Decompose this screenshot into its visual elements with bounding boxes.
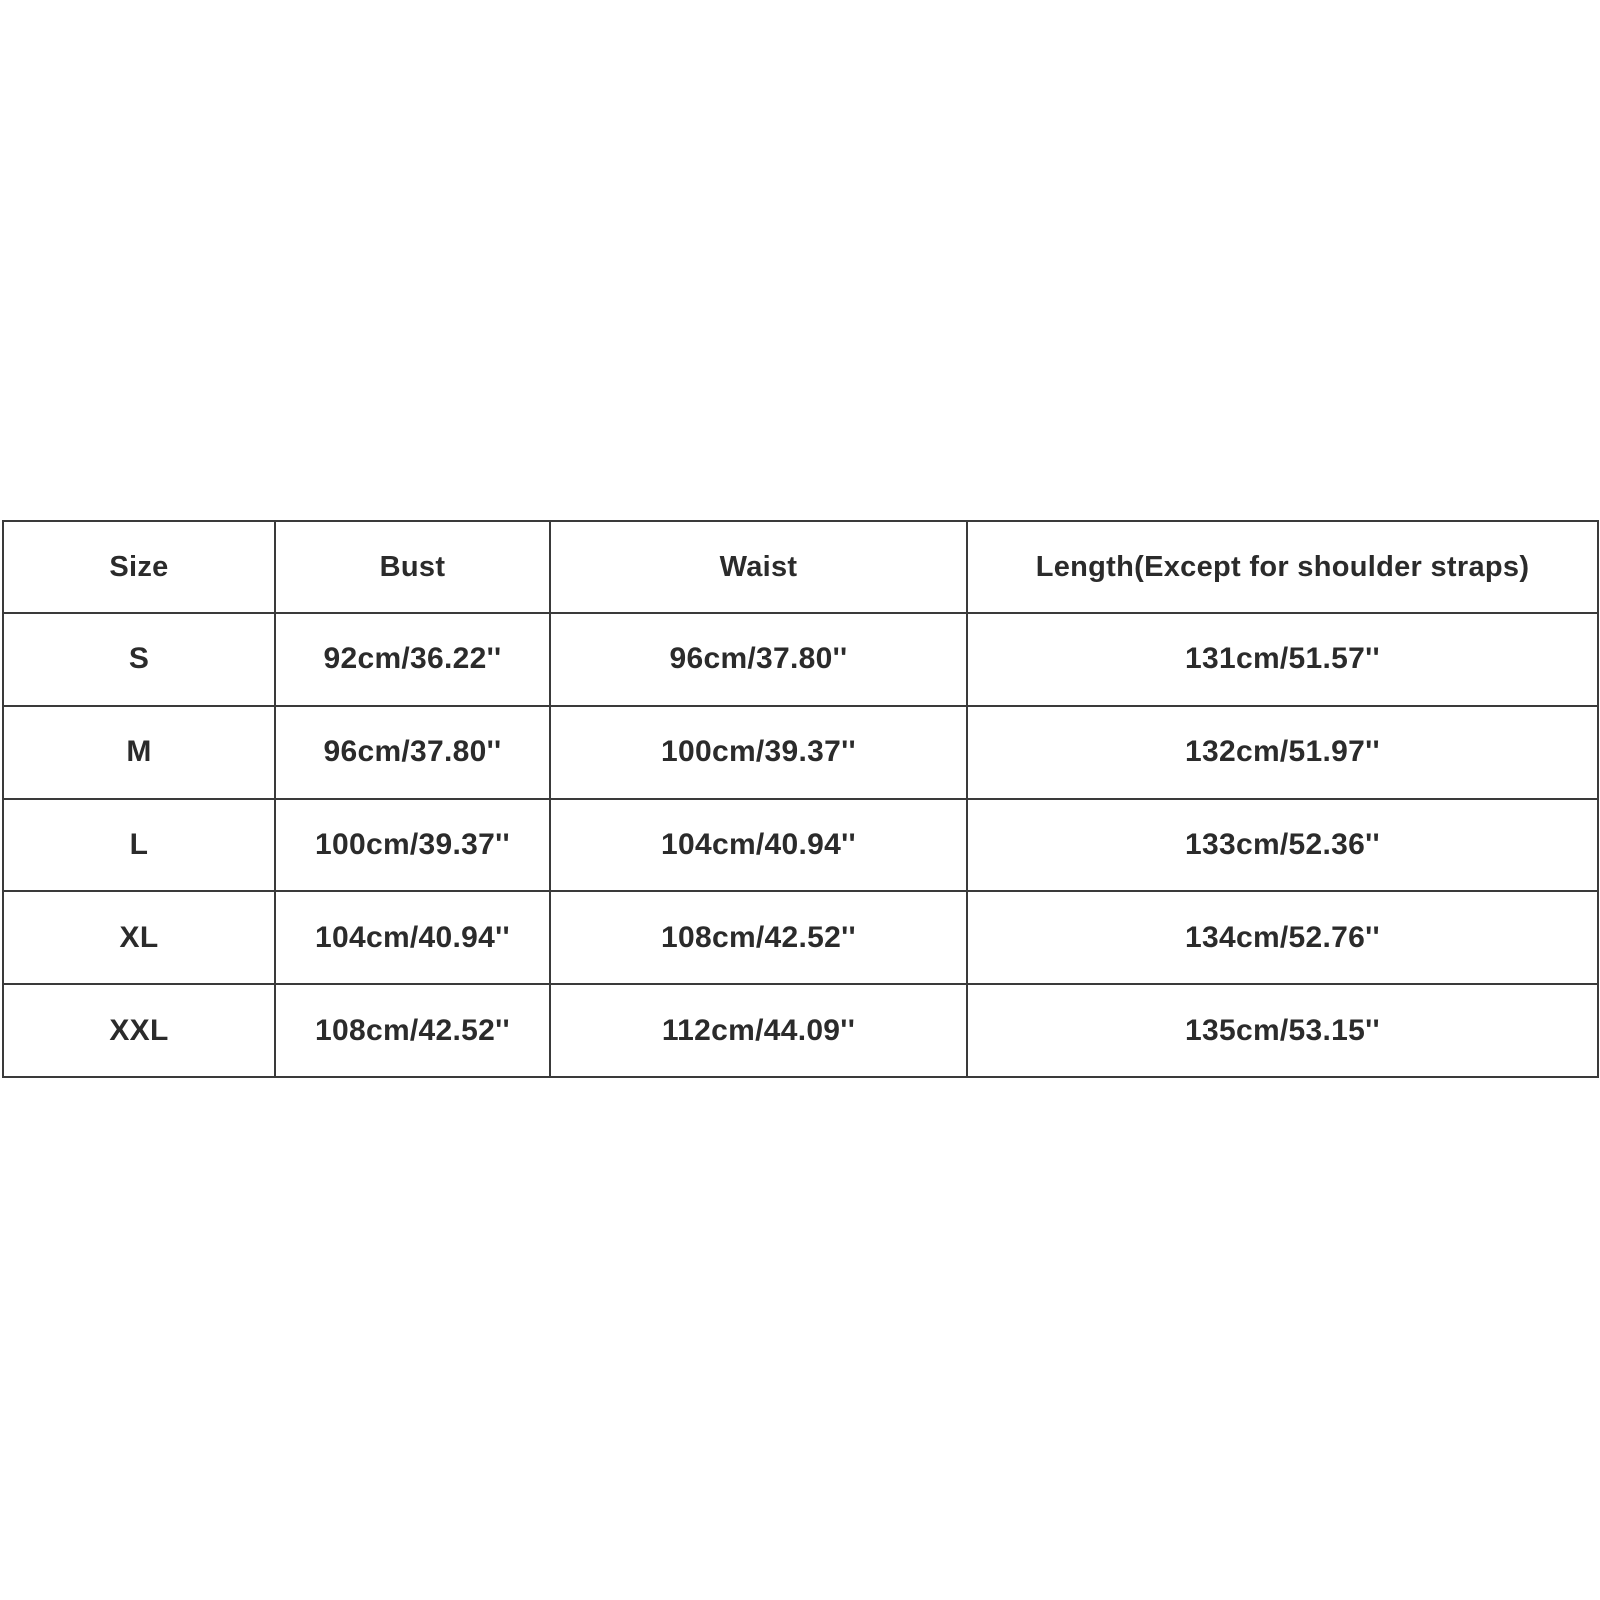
- size-chart-header: [3, 521, 1598, 613]
- header-bust: Bust: [275, 521, 550, 613]
- cell-bust: 108cm/42.52'': [275, 984, 550, 1077]
- table-row: [3, 984, 1598, 1077]
- cell-waist: 108cm/42.52'': [550, 891, 967, 984]
- cell-waist: 100cm/39.37'': [550, 706, 967, 799]
- cell-waist: 96cm/37.80'': [550, 613, 967, 706]
- cell-length: 132cm/51.97'': [967, 706, 1598, 799]
- cell-bust: 100cm/39.37'': [275, 799, 550, 892]
- table-row: [3, 891, 1598, 984]
- cell-length: 133cm/52.36'': [967, 799, 1598, 892]
- size-chart-table: [2, 520, 1599, 1078]
- cell-size: L: [3, 799, 275, 892]
- cell-waist: 112cm/44.09'': [550, 984, 967, 1077]
- table-row: [3, 613, 1598, 706]
- table-row: [3, 799, 1598, 892]
- cell-bust: 96cm/37.80'': [275, 706, 550, 799]
- table-row: [3, 706, 1598, 799]
- header-waist: Waist: [550, 521, 967, 613]
- cell-length: 131cm/51.57'': [967, 613, 1598, 706]
- cell-size: XL: [3, 891, 275, 984]
- cell-size: M: [3, 706, 275, 799]
- cell-length: 135cm/53.15'': [967, 984, 1598, 1077]
- cell-bust: 92cm/36.22'': [275, 613, 550, 706]
- header-size: Size: [3, 521, 275, 613]
- size-chart-body: [3, 613, 1598, 1077]
- header-row: [3, 521, 1598, 613]
- header-length: Length(Except for shoulder straps): [967, 521, 1598, 613]
- cell-length: 134cm/52.76'': [967, 891, 1598, 984]
- cell-size: S: [3, 613, 275, 706]
- cell-size: XXL: [3, 984, 275, 1077]
- cell-waist: 104cm/40.94'': [550, 799, 967, 892]
- cell-bust: 104cm/40.94'': [275, 891, 550, 984]
